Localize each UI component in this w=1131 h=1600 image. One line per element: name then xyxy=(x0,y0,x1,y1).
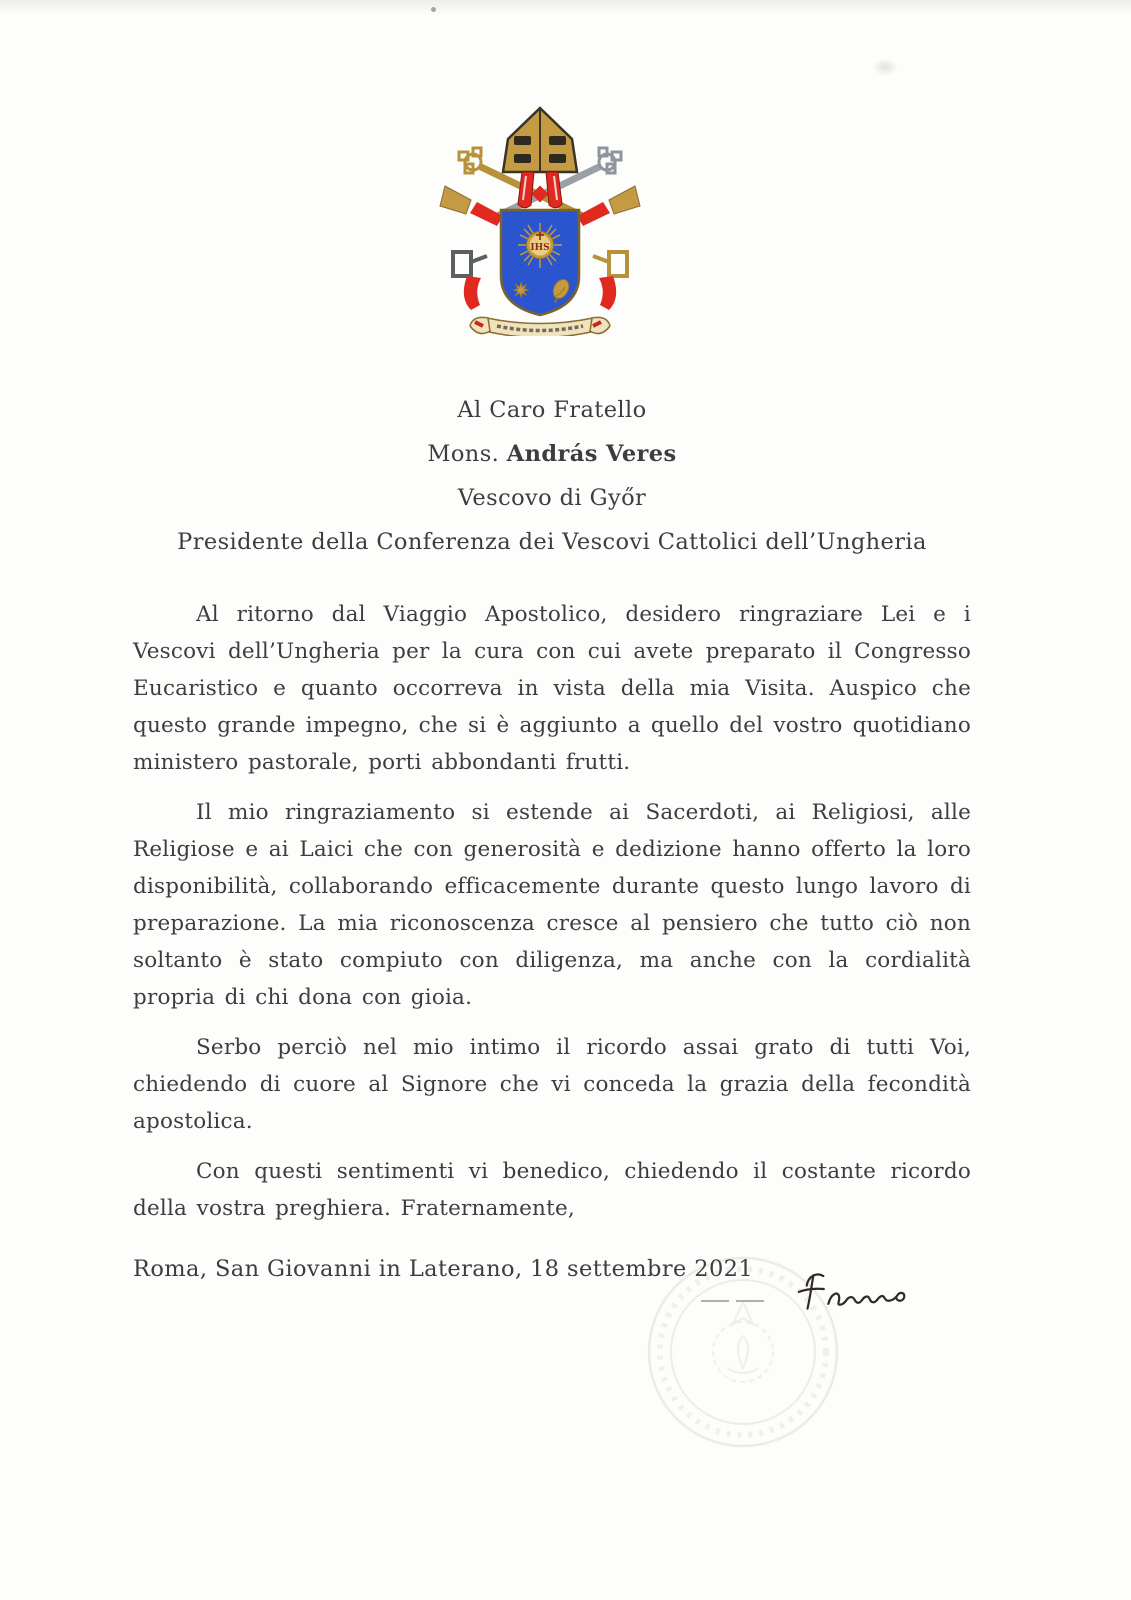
dateline: Roma, San Giovanni in Laterano, 18 settembre 2021 xyxy=(133,1256,754,1282)
letter-content xyxy=(133,388,971,1282)
scan-artifact-top xyxy=(0,0,1131,16)
svg-text:IHS: IHS xyxy=(530,243,550,253)
paragraph: Al ritorno dal Viaggio Apostolico, desidero ringraziare Lei e i Vescovi dell’Ungheria per la cura con cui avete preparato il Congresso Eucaristico e quanto occorreva in vista della mia Visita. Auspico che questo grande impegno, che si è aggiunto a quello del vostro quotidiano ministero pastorale, porti abbondanti frutti. xyxy=(133,602,971,775)
papal-coat-of-arms-icon xyxy=(425,104,655,336)
motto-scroll-icon xyxy=(470,317,610,336)
scan-artifact-dot xyxy=(431,7,436,12)
recipient-line xyxy=(133,432,971,476)
recipient-role: Presidente della Conferenza dei Vescovi Cattolici dell’Ungheria xyxy=(177,529,927,555)
ihs-sun-icon xyxy=(518,223,562,268)
signature-francesco-icon xyxy=(796,1266,910,1322)
star-icon xyxy=(513,282,529,298)
signature-dash xyxy=(701,1300,764,1302)
recipient-prefix: Mons. xyxy=(427,441,507,467)
recipient-name: András Veres xyxy=(506,441,677,467)
paragraph: Il mio ringraziamento si estende ai Sacerdoti, ai Religiosi, alle Religiose e ai Laici che con generosità e dedizione hanno offerto la loro disponibilità, collaborando efficacemente durante questo lungo lavoro di preparazione. La mia riconoscenza cresce al pensiero che tutto ciò non soltanto è stato compiuto con diligenza, ma anche con la cordialità propria di chi dona con gioia. xyxy=(133,800,971,1010)
recipient-title: Vescovo di Győr xyxy=(457,485,647,511)
mitre-icon xyxy=(503,108,577,172)
letter-header xyxy=(133,388,971,564)
scan-artifact-smudge xyxy=(872,58,898,76)
paragraph: Serbo perciò nel mio intimo il ricordo assai grato di tutti Voi, chiedendo di cuore al Signore che vi conceda la grazia della fecondità apostolica. xyxy=(133,1035,971,1134)
letter-body xyxy=(133,596,971,1227)
salutation: Al Caro Fratello xyxy=(457,397,647,423)
paragraph: Con questi sentimenti vi benedico, chiedendo il costante ricordo della vostra preghiera. Fraternamente, xyxy=(133,1159,971,1221)
